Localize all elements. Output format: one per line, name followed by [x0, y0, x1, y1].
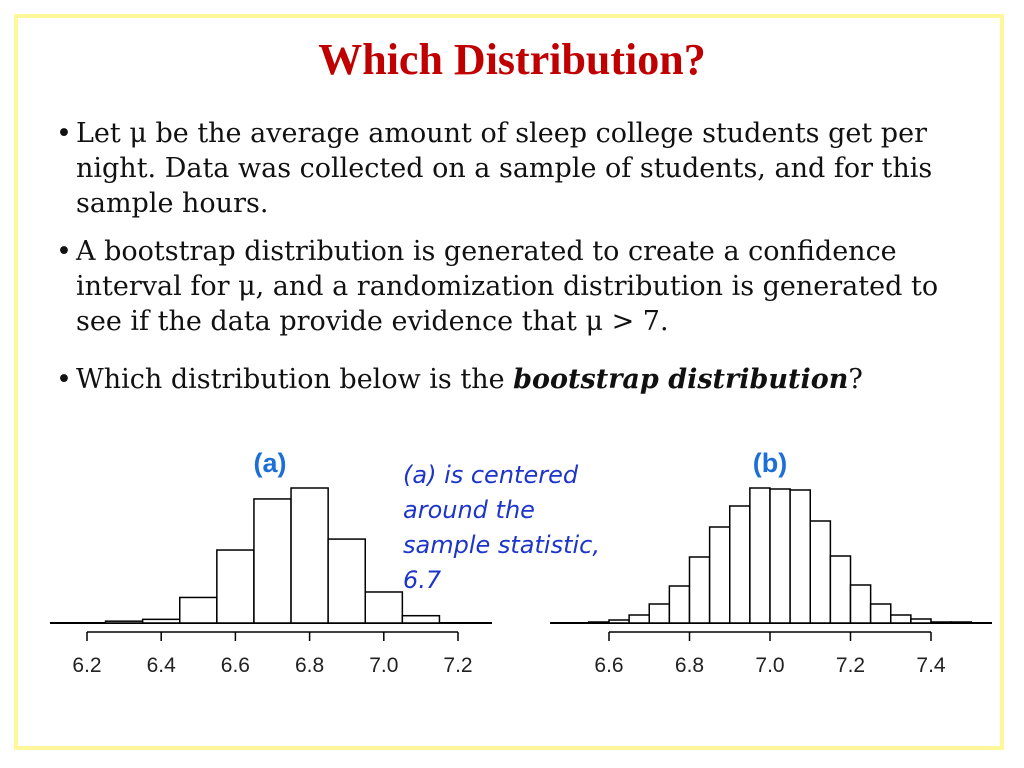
histogram-bar: [871, 604, 891, 623]
question-tail: ?: [848, 364, 863, 395]
histogram-bar: [106, 621, 143, 623]
bullet-distributions: [56, 234, 986, 339]
histogram-bar: [931, 622, 951, 623]
annotation-line: (a) is centered: [403, 461, 579, 489]
x-tick-label: 7.2: [835, 654, 866, 677]
x-tick-label: 7.4: [916, 654, 946, 677]
histogram-bar: [951, 622, 971, 623]
bullet-dot: •: [56, 118, 72, 149]
histogram-bar: [891, 615, 911, 623]
x-tick-label: 6.2: [72, 654, 102, 677]
histogram-bar: [589, 622, 609, 623]
histogram-bar: [911, 619, 931, 623]
histogram-bar: [180, 597, 217, 623]
histogram-bar: [710, 527, 730, 623]
histogram-bar: [629, 615, 649, 623]
x-tick-label: 6.6: [594, 654, 624, 677]
histogram-title: (a): [253, 448, 287, 478]
histogram-bar: [254, 499, 291, 623]
annotation-line: around the: [403, 496, 535, 524]
x-tick-label: 7.0: [369, 654, 399, 677]
histogram-bar: [609, 620, 629, 623]
question-emphasis: bootstrap distribution: [513, 364, 849, 395]
histogram-bar: [750, 488, 770, 623]
x-tick-label: 7.0: [755, 654, 785, 677]
bullet-question: [56, 362, 986, 397]
histogram-bar: [851, 585, 871, 623]
bullet-sleep: [56, 116, 986, 221]
histogram-bar: [217, 550, 254, 623]
handwritten-annotation: [403, 458, 653, 598]
histogram-bar: [402, 616, 439, 623]
x-tick-label: 6.8: [294, 654, 325, 677]
histogram-bar: [690, 557, 710, 623]
histogram-bar: [291, 488, 328, 623]
bullet-question-text: [56, 362, 986, 397]
x-tick-label: 6.8: [674, 654, 705, 677]
histogram-bar: [365, 592, 402, 623]
histogram-bar: [669, 586, 689, 623]
histogram-bar: [830, 556, 850, 623]
histogram-bar: [649, 604, 669, 623]
histogram-bar: [328, 539, 365, 623]
bullet-sleep-text: Let μ be the average amount of sleep college students get per night. Data was collected on a sample of students, and for this sample hours.: [76, 118, 933, 219]
histogram-bar: [730, 506, 750, 623]
question-lead: Which distribution below is the: [76, 364, 514, 395]
x-tick-label: 6.4: [146, 654, 176, 677]
slide-title: Which Distribution?: [318, 35, 706, 84]
histogram-bar: [810, 521, 830, 623]
histogram-title: (b): [752, 448, 788, 478]
bullet-distributions-text: A bootstrap distribution is generated to create a confidence interval for μ, and a randomization distribution is generated to see if the data provide evidence that μ > 7.: [76, 236, 939, 337]
bullet-dot: •: [56, 236, 72, 267]
histogram-bar: [790, 490, 810, 623]
histogram-bar: [143, 619, 180, 623]
histogram-bar: [770, 489, 790, 623]
x-tick-label: 7.2: [443, 654, 473, 677]
bullet-dot: •: [56, 364, 72, 395]
annotation-line: sample statistic,: [403, 531, 600, 559]
x-tick-label: 6.6: [220, 654, 251, 677]
annotation-line: 6.7: [403, 566, 442, 594]
